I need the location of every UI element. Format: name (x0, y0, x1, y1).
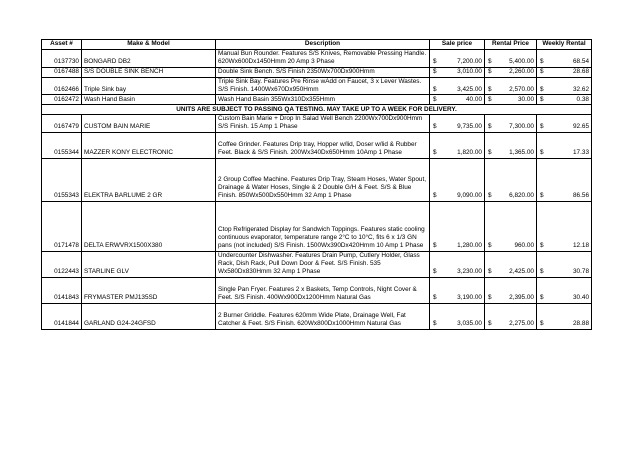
cell-weekly-rental-amount: 12.18 (573, 242, 589, 250)
cell-rental-price (485, 277, 537, 303)
cell-model: GARLAND G24-24GFSD (82, 303, 216, 329)
cell-description: 2 Group Coffee Machine. Features Drip Tray, Steam Hoses, Water Spout, Drainage & Water Hoses, Single & 2 Double G/H & Feet. S/S & Blue Finish. 850Wx500Dx550Hmm 32 Amp 1 Phase (216, 158, 430, 201)
cell-asset: 0141843 (42, 277, 82, 303)
currency-symbol: $ (488, 149, 492, 157)
cell-weekly-rental-value (539, 294, 589, 302)
currency-symbol: $ (433, 95, 437, 103)
cell-sale-price-amount: 3,425.00 (457, 85, 482, 93)
cell-rental-price-value (487, 294, 534, 302)
cell-weekly-rental-amount: 28.88 (573, 320, 589, 328)
cell-model: FRYMASTER PMJ135SD (82, 277, 216, 303)
currency-symbol: $ (488, 123, 492, 131)
cell-model: CUSTOM BAIN MARIE (82, 115, 216, 133)
cell-weekly-rental-amount: 30.40 (573, 294, 589, 302)
cell-weekly-rental (537, 303, 592, 329)
cell-rental-price-amount: 1,365.00 (509, 149, 534, 157)
cell-rental-price-value (487, 96, 534, 104)
cell-description: Undercounter Dishwasher. Features Drain Pump, Cutlery Holder, Glass Rack, Dish Rack, Pull Down Door & Feet. S/S Finish. 535 Wx580Dx830Hmm 32 Amp 1 Phase (216, 251, 430, 277)
cell-rental-price-value (487, 58, 534, 66)
cell-weekly-rental (537, 277, 592, 303)
cell-rental-price-amount: 2,260.00 (509, 68, 534, 76)
cell-description: Double Sink Bench. S/S Finish 2350Wx700Dx900Hmm (216, 67, 430, 77)
header-rental-price: Rental Price (485, 40, 537, 50)
cell-model: DELTA ERWVRX1500X380 (82, 201, 216, 251)
cell-description: Coffee Grinder. Features Drip tray, Hopper w/lid, Doser w/lid & Rubber Feet. Black & S/S Finish. 200Wx340Dx650Hmm 10Amp 1 Phase (216, 132, 430, 158)
cell-rental-price-value (487, 242, 534, 250)
cell-sale-price-value (432, 68, 482, 76)
currency-symbol: $ (488, 192, 492, 200)
cell-weekly-rental-amount: 86.56 (573, 192, 589, 200)
cell-sale-price-amount: 3,190.00 (457, 294, 482, 302)
currency-symbol: $ (540, 192, 544, 200)
cell-sale-price-amount: 1,280.00 (457, 242, 482, 250)
cell-sale-price-value (432, 268, 482, 276)
currency-symbol: $ (540, 85, 544, 93)
currency-symbol: $ (433, 58, 437, 66)
cell-model: Triple Sink bay (82, 77, 216, 95)
header-weekly-rental: Weekly Rental (537, 40, 592, 50)
cell-description: Custom Bain Marie + Drop In Salad Well Bench 2200Wx700Dx900Hmm S/S Finish. 15 Amp 1 Phase (216, 115, 430, 133)
header-asset: Asset # (42, 40, 82, 50)
cell-model: Wash Hand Basin (82, 95, 216, 105)
cell-sale-price-value (432, 123, 482, 131)
cell-asset: 0167479 (42, 115, 82, 133)
currency-symbol: $ (540, 294, 544, 302)
cell-asset: 0167488 (42, 67, 82, 77)
cell-sale-price (430, 77, 485, 95)
cell-rental-price-amount: 2,425.00 (509, 268, 534, 276)
table-row (42, 95, 592, 105)
cell-model: BONGARD DB2 (82, 50, 216, 68)
cell-weekly-rental-value (539, 58, 589, 66)
cell-rental-price (485, 132, 537, 158)
currency-symbol: $ (540, 58, 544, 66)
currency-symbol: $ (433, 320, 437, 328)
currency-symbol: $ (540, 149, 544, 157)
cell-sale-price-value (432, 96, 482, 104)
cell-sale-price-value (432, 86, 482, 94)
header-row (42, 40, 592, 50)
header-sale-price: Sale price (430, 40, 485, 50)
cell-model: STARLINE GLV (82, 251, 216, 277)
table-row (42, 67, 592, 77)
table-body-bottom (42, 115, 592, 330)
cell-sale-price-value (432, 58, 482, 66)
cell-rental-price (485, 77, 537, 95)
cell-sale-price-amount: 9,735.00 (457, 123, 482, 131)
table-row (42, 201, 592, 251)
currency-symbol: $ (488, 268, 492, 276)
currency-symbol: $ (540, 95, 544, 103)
cell-weekly-rental (537, 158, 592, 201)
cell-asset: 0137730 (42, 50, 82, 68)
currency-symbol: $ (488, 294, 492, 302)
cell-sale-price-value (432, 192, 482, 200)
cell-weekly-rental-value (539, 192, 589, 200)
cell-description: Wash Hand Basin 355Wx310Dx355Hmm (216, 95, 430, 105)
cell-sale-price (430, 303, 485, 329)
cell-sale-price (430, 201, 485, 251)
cell-sale-price-amount: 40.00 (466, 95, 482, 103)
cell-rental-price (485, 50, 537, 68)
currency-symbol: $ (540, 320, 544, 328)
currency-symbol: $ (488, 58, 492, 66)
cell-rental-price (485, 115, 537, 133)
cell-asset: 0155344 (42, 132, 82, 158)
cell-sale-price-amount: 3,230.00 (457, 268, 482, 276)
cell-sale-price (430, 251, 485, 277)
cell-sale-price (430, 67, 485, 77)
cell-description: Ctop Refrigerated Display for Sandwich Toppings. Features static cooling continuous evaporator, temperature range 2°C to 10°C, fits 6 x 1/3 GN pans (not included) S/S Finish. 1500Wx390Dx420Hmm 10 Amp 1 Phase (216, 201, 430, 251)
cell-asset: 0122443 (42, 251, 82, 277)
cell-sale-price-value (432, 242, 482, 250)
cell-rental-price-value (487, 68, 534, 76)
table-row (42, 251, 592, 277)
header-description: Description (216, 40, 430, 50)
cell-weekly-rental (537, 67, 592, 77)
cell-rental-price-amount: 6,820.00 (509, 192, 534, 200)
table-row (42, 77, 592, 95)
currency-symbol: $ (488, 85, 492, 93)
table-row (42, 115, 592, 133)
notice-row (42, 105, 592, 115)
cell-rental-price (485, 158, 537, 201)
cell-weekly-rental (537, 50, 592, 68)
cell-rental-price-value (487, 268, 534, 276)
cell-weekly-rental-value (539, 86, 589, 94)
cell-weekly-rental (537, 201, 592, 251)
header-model: Make & Model (82, 40, 216, 50)
cell-sale-price (430, 95, 485, 105)
notice-text: UNITS ARE SUBJECT TO PASSING QA TESTING. MAY TAKE UP TO A WEEK FOR DELIVERY. (42, 105, 592, 115)
table-body-top (42, 50, 592, 105)
cell-weekly-rental-value (539, 268, 589, 276)
cell-weekly-rental (537, 77, 592, 95)
currency-symbol: $ (433, 85, 437, 93)
currency-symbol: $ (433, 68, 437, 76)
cell-rental-price-value (487, 320, 534, 328)
cell-weekly-rental-amount: 92.65 (573, 123, 589, 131)
currency-symbol: $ (540, 242, 544, 250)
cell-weekly-rental-value (539, 320, 589, 328)
cell-rental-price-value (487, 149, 534, 157)
cell-rental-price-value (487, 192, 534, 200)
cell-rental-price-amount: 2,275.00 (509, 320, 534, 328)
cell-rental-price-amount: 2,395.00 (509, 294, 534, 302)
currency-symbol: $ (433, 242, 437, 250)
currency-symbol: $ (433, 294, 437, 302)
cell-rental-price-amount: 5,400.00 (509, 58, 534, 66)
cell-sale-price-amount: 1,820.00 (457, 149, 482, 157)
cell-rental-price (485, 251, 537, 277)
cell-asset: 0162472 (42, 95, 82, 105)
cell-rental-price-amount: 7,300.00 (509, 123, 534, 131)
table-row (42, 158, 592, 201)
cell-rental-price-value (487, 86, 534, 94)
table-row (42, 50, 592, 68)
notice-section (42, 105, 592, 115)
cell-sale-price (430, 50, 485, 68)
cell-weekly-rental-value (539, 149, 589, 157)
cell-description: Triple Sink Bay. Features Pre Rinse wAdd on Faucet, 3 x Lever Wastes. S/S Finish. 1400Wx670Dx950Hmm (216, 77, 430, 95)
cell-rental-price-amount: 30.00 (518, 95, 534, 103)
cell-description: 2 Burner Griddle. Features 620mm Wide Plate, Drainage Well, Fat Catcher & Feet. S/S Finish. 620Wx800Dx1000Hmm Natural Gas (216, 303, 430, 329)
currency-symbol: $ (433, 192, 437, 200)
cell-sale-price-value (432, 294, 482, 302)
cell-asset: 0141844 (42, 303, 82, 329)
cell-rental-price-value (487, 123, 534, 131)
currency-symbol: $ (488, 320, 492, 328)
price-list-table (41, 39, 592, 330)
cell-rental-price-amount: 2,570.00 (509, 85, 534, 93)
cell-weekly-rental-amount: 30.78 (573, 268, 589, 276)
cell-weekly-rental (537, 115, 592, 133)
currency-symbol: $ (488, 95, 492, 103)
cell-rental-price (485, 67, 537, 77)
currency-symbol: $ (433, 268, 437, 276)
spreadsheet (41, 39, 591, 330)
cell-sale-price (430, 277, 485, 303)
currency-symbol: $ (540, 268, 544, 276)
cell-rental-price (485, 201, 537, 251)
currency-symbol: $ (540, 68, 544, 76)
cell-weekly-rental-amount: 68.54 (573, 58, 589, 66)
cell-rental-price (485, 95, 537, 105)
cell-weekly-rental-amount: 0.38 (576, 95, 589, 103)
cell-weekly-rental-value (539, 96, 589, 104)
cell-weekly-rental-value (539, 123, 589, 131)
cell-sale-price-value (432, 320, 482, 328)
currency-symbol: $ (488, 68, 492, 76)
cell-rental-price (485, 303, 537, 329)
cell-weekly-rental (537, 251, 592, 277)
cell-sale-price-amount: 3,035.00 (457, 320, 482, 328)
cell-asset: 0155343 (42, 158, 82, 201)
cell-asset: 0171478 (42, 201, 82, 251)
currency-symbol: $ (488, 242, 492, 250)
cell-sale-price (430, 115, 485, 133)
currency-symbol: $ (433, 123, 437, 131)
cell-weekly-rental-amount: 32.62 (573, 85, 589, 93)
cell-weekly-rental (537, 95, 592, 105)
cell-sale-price (430, 132, 485, 158)
cell-model: S/S DOUBLE SINK BENCH (82, 67, 216, 77)
cell-description: Single Pan Fryer. Features 2 x Baskets, Temp Controls, Night Cover & Feet. S/S Finish. 400Wx900Dx1200Hmm Natural Gas (216, 277, 430, 303)
cell-description: Manual Bun Rounder. Features S/S Knives, Removable Pressing Handle. 620Wx600Dx1450Hmm 20 Amp 3 Phase (216, 50, 430, 68)
cell-weekly-rental-amount: 17.33 (573, 149, 589, 157)
table-row (42, 132, 592, 158)
cell-model: MAZZER KONY ELECTRONIC (82, 132, 216, 158)
currency-symbol: $ (433, 149, 437, 157)
cell-sale-price (430, 158, 485, 201)
cell-weekly-rental-value (539, 242, 589, 250)
cell-weekly-rental-value (539, 68, 589, 76)
currency-symbol: $ (540, 123, 544, 131)
cell-sale-price-value (432, 149, 482, 157)
cell-weekly-rental-amount: 28.68 (573, 68, 589, 76)
cell-asset: 0162466 (42, 77, 82, 95)
cell-sale-price-amount: 3,010.00 (457, 68, 482, 76)
cell-sale-price-amount: 9,090.00 (457, 192, 482, 200)
cell-rental-price-amount: 960.00 (514, 242, 534, 250)
cell-weekly-rental (537, 132, 592, 158)
cell-model: ELEKTRA BARLUME 2 GR (82, 158, 216, 201)
cell-sale-price-amount: 7,200.00 (457, 58, 482, 66)
table-row (42, 277, 592, 303)
table-row (42, 303, 592, 329)
